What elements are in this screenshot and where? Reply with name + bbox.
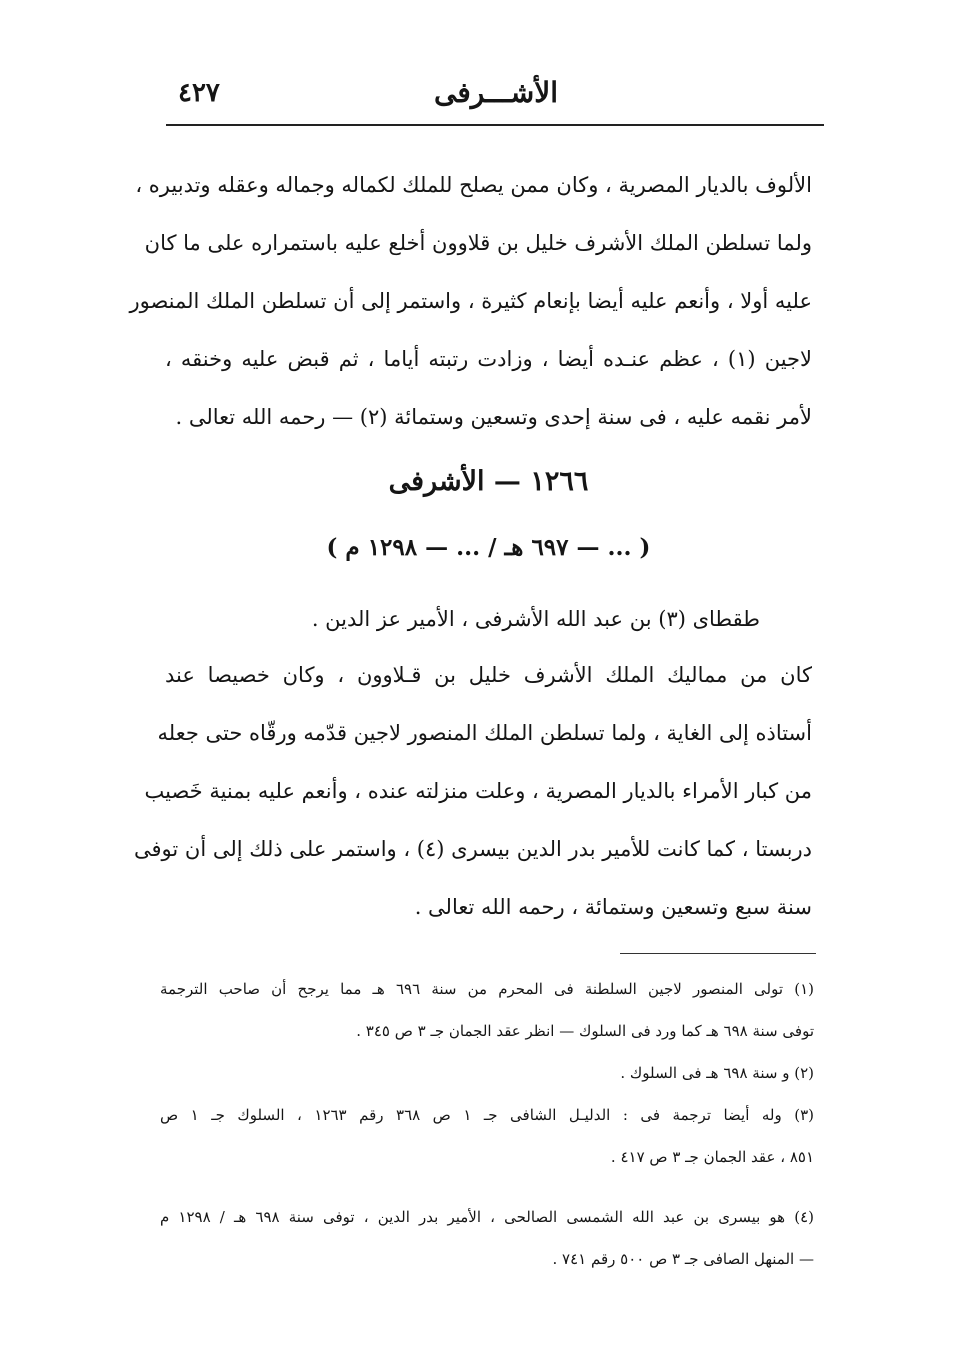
footnote-spacer: [160, 1178, 814, 1196]
footnote-line: (٢) و سنة ٦٩٨ هـ فى السلوك .: [620, 1064, 814, 1082]
text-line: سنة سبع وتسعين وستمائة ، رحمه الله تعالى .: [414, 895, 812, 919]
footnote-rule: [620, 953, 816, 954]
page-number: ٤٢٧: [178, 78, 220, 108]
text-line: أستاذه إلى الغاية ، ولما تسلطن الملك المنصور لاجين قدّمه ورقّاه حتى جعله: [157, 721, 812, 745]
footnote-3: [160, 1094, 814, 1178]
text-line: كان من مماليك الملك الأشرف خليل بن قـلاوون ، وكان خصيصا عند: [165, 663, 812, 687]
footnote-line: توفى سنة ٦٩٨ هـ كما ورد فى السلوك — انظر عقد الجمان جـ ٣ ص ٣٤٥ .: [356, 1022, 814, 1040]
text-line: ولما تسلطن الملك الأشرف خليل بن قلاوون أخلع عليه باستمراره على ما كان: [144, 231, 812, 255]
running-title: الأشـــرفى: [434, 76, 558, 109]
entry-dates: ( ... — ٦٩٧ هـ / ... — ١٢٩٨ م ): [326, 534, 651, 561]
paragraph-continued: [129, 156, 812, 446]
footnote-4: [160, 1196, 814, 1280]
text-line: دربستا ، كما كانت للأمير بدر الدين بيسرى (٤) ، واستمر على ذلك إلى أن توفى: [134, 837, 812, 861]
footnote-line: (١) تولى المنصور لاجين السلطنة فى المحرم من سنة ٦٩٦ هـ مما يرجح أن صاحب الترجمة: [160, 980, 814, 998]
text-line: لأمر نقمه عليه ، فى سنة إحدى وتسعين وستمائة (٢) — رحمه الله تعالى .: [175, 405, 812, 429]
text-line: عليه أولا ، وأنعم عليه أيضا بإنعام كثيرة ، واستمر إلى أن تسلطن الملك المنصور: [129, 289, 812, 313]
text-line: الألوف بالديار المصرية ، وكان ممن يصلح للملك لكماله وجماله وعقله وتدبيره ،: [135, 173, 812, 197]
entry-heading: ١٢٦٦ — الأشرفى: [388, 466, 589, 497]
page-header: [168, 74, 824, 122]
footnote-line: (٣) وله أيضا ترجمة فى : الدليـل الشافى جـ ١ ص ٣٦٨ رقم ١٢٦٣ ، السلوك جـ ١ ص: [160, 1106, 815, 1124]
footnote-line: ٨٥١ ، عقد الجمان جـ ٣ ص ٤١٧ .: [610, 1148, 814, 1166]
footnote-line: — المنهل الصافى جـ ٣ ص ٥٠٠ رقم ٧٤١ .: [552, 1250, 814, 1268]
text-line: لاجين (١) ، عظم عنـده أيضا ، وزادت رتبته أياما ، ثم قبض عليه وخنقه ،: [165, 347, 812, 371]
footnote-1: [160, 968, 814, 1052]
footnotes: [160, 968, 814, 1280]
header-rule: [166, 124, 824, 126]
text-line: من كبار الأمراء بالديار المصرية ، وعلت منزلته عنده ، وأنعم عليه بمنية خَصيب: [144, 779, 812, 803]
footnote-2: [160, 1052, 814, 1094]
footnote-line: (٤) هو بيسرى بن عبد الله الشمسى الصالحى ، الأمير بدر الدين ، توفى سنة ٦٩٨ هـ / ١٢٩٨ م: [160, 1208, 814, 1226]
entry-name: طقطاى (٣) بن عبد الله الأشرفى ، الأمير عز الدين .: [311, 607, 760, 631]
entry-paragraph: [134, 646, 812, 936]
